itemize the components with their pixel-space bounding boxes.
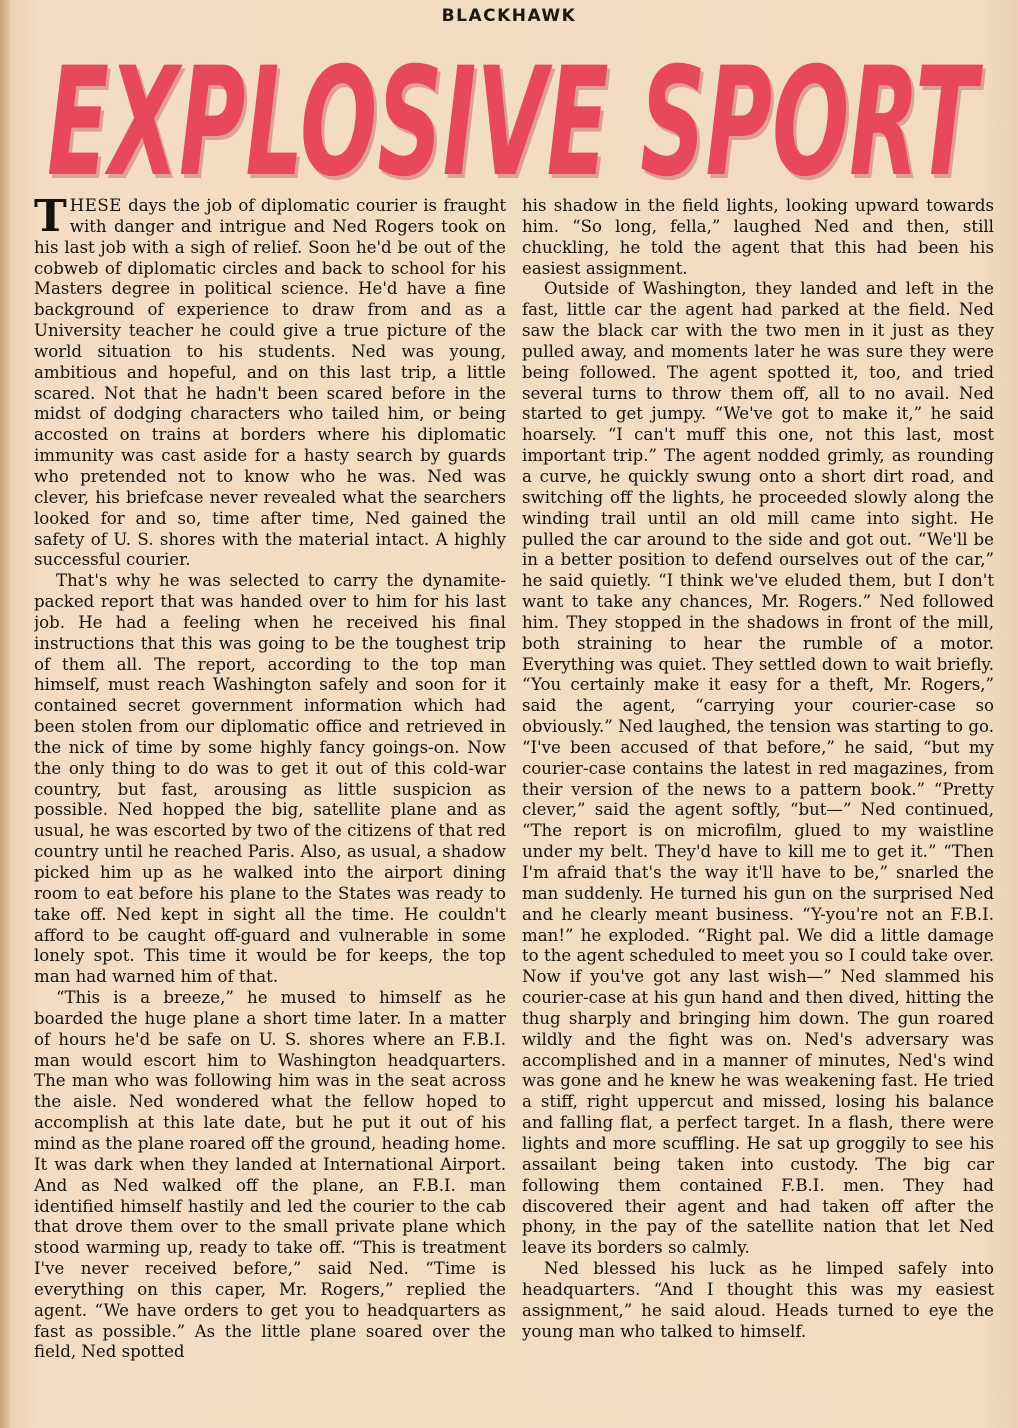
- right-column: [522, 196, 994, 1418]
- paragraph-2: That's why he was selected to carry the dynamite-packed report that was handed over to him for his last job. He had a feeling when he received his final instructions that this was going to be the toughest trip of them all. The report, according to the top man himself, must reach Washington safely and soon for it contained secret government information which had been stolen from our diplomatic office and retrieved in the nick of time by some highly fancy goings-on. Now the only thing to do was to get it out of this cold-war country, but fast, arousing as little suspicion as possible. Ned hopped the big, satellite plane and as usual, he was escorted by two of the citizens of that red country until he reached Paris. Also, as usual, a shadow picked him up as he walked into the airport dining room to eat before his plane to the States was ready to take off. Ned kept in sight all the time. He couldn't afford to be caught off-guard and vulnerable in some lonely spot. This time it would be for keeps, the top man had warned him of that.: [34, 571, 506, 987]
- story-title: [40, 40, 990, 190]
- opening-caps: HESE: [69, 196, 122, 215]
- paragraph-6: Ned blessed his luck as he limped safely into headquarters. “And I thought this was my easiest assignment,” he said aloud. Heads turned to eye the young man who talked to himself.: [522, 1259, 994, 1341]
- paragraph-1: [34, 196, 506, 571]
- paragraph-4: his shadow in the field lights, looking upward towards him. “So long, fella,” laughed Ned and then, still chuckling, he told the agent that this had been his easiest assignment.: [522, 196, 994, 278]
- running-head: BLACKHAWK: [441, 6, 577, 26]
- title-shadow: EXPLOSIVE SPORT: [50, 40, 987, 190]
- paragraph-1-text: days the job of diplomatic courier is fraught with danger and intrigue and Ned Rogers took on his last job with a sigh of relief. Soon he'd be out of the cobweb of diplomatic circles and back to school for his Masters degree in political science. He'd have a fine background of experience to draw from and as a University teacher he could give a true picture of the world situation to his students. Ned was young, ambitious and hopeful, and on this last trip, a little scared. Not that he hadn't been scared before in the midst of dodging characters who tailed him, or being accosted on trains at borders where his diplomatic immunity was cast aside for a hasty search by guards who pretended not to know who he was. Ned was clever, his briefcase never revealed what the searchers looked for and so, time after time, Ned gained the safety of U. S. shores with the material intact. A highly successful courier.: [34, 196, 506, 570]
- left-column: [34, 196, 506, 1418]
- title-text: EXPLOSIVE SPORT: [47, 40, 984, 190]
- paragraph-5: Outside of Washington, they landed and left in the fast, little car the agent had parked at the field. Ned saw the black car with the two men in it just as they pulled away, and moments later he was sure they were being followed. The agent spotted it, too, and tried several turns to throw them off, all to no avail. Ned started to get jumpy. “We've got to make it,” he said hoarsely. “I can't muff this one, not this last, most important trip.” The agent nodded grimly, as rounding a curve, he quickly swung onto a short dirt road, and switching off the lights, he proceeded slowly along the winding trail until an old mill came into sight. He pulled the car around to the side and got out. “We'll be in a better position to defend ourselves out of the car,” he said quietly. “I think we've eluded them, but I don't want to take any chances, Mr. Rogers.” Ned followed him. They stopped in the shadows in front of the mill, both straining to hear the rumble of a motor. Everything was quiet. They settled down to wait briefly. “You certainly make it easy for a theft, Mr. Rogers,” said the agent, “carrying your courier-case so obviously.” Ned laughed, the tension was starting to go. “I've been accused of that before,” he said, “but my courier-case contains the latest in red magazines, from their version of the news to a pattern book.” “Pretty clever,” said the agent softly, “but—” Ned continued, “The report is on microfilm, glued to my waistline under my belt. They'd have to kill me to get it.” “Then I'm afraid that's the way it'll have to be,” snarled the man suddenly. He turned his gun on the surprised Ned and he clearly meant business. “Y-you're not an F.B.I. man!” he exploded. “Right pal. We did a little damage to the agent scheduled to meet you so I could take over. Now if you've got any last wish—” Ned slammed his courier-case at his gun hand and then dived, hitting the thug sharply and bringing him down. The gun roared wildly and the fight was on. Ned's adversary was accomplished and in a manner of minutes, Ned's wind was gone and he knew he was weakening fast. He tried a stiff, right uppercut and missed, losing his balance and falling flat, a perfect target. In a flash, there were lights and more scuffling. He sat up groggily to see his assailant being taken into custody. The big car following them contained F.B.I. men. They had discovered their agent and had taken off after the phony, in the pay of the satellite nation that let Ned leave its borders so calmly.: [522, 279, 994, 1258]
- story-body: [34, 196, 996, 1418]
- story-title-lettering: [40, 40, 990, 190]
- drop-cap: T: [34, 196, 67, 242]
- paragraph-3: “This is a breeze,” he mused to himself as he boarded the huge plane a short time later. In a matter of hours he'd be safe on U. S. shores where an F.B.I. man would escort him to Washington headquarters. The man who was following him was in the seat across the aisle. Ned wondered what the fellow hoped to accomplish at this late date, but he put it out of his mind as the plane roared off the ground, heading home. It was dark when they landed at International Airport. And as Ned walked off the plane, an F.B.I. man identified himself hastily and led the courier to the cab that drove them over to the small private plane which stood warming up, ready to take off. “This is treatment I've never received before,” said Ned. “Time is everything on this caper, Mr. Rogers,” replied the agent. “We have orders to get you to headquarters as fast as possible.” As the little plane soared over the field, Ned spotted: [34, 988, 506, 1362]
- page-spine-edge: [0, 0, 10, 1428]
